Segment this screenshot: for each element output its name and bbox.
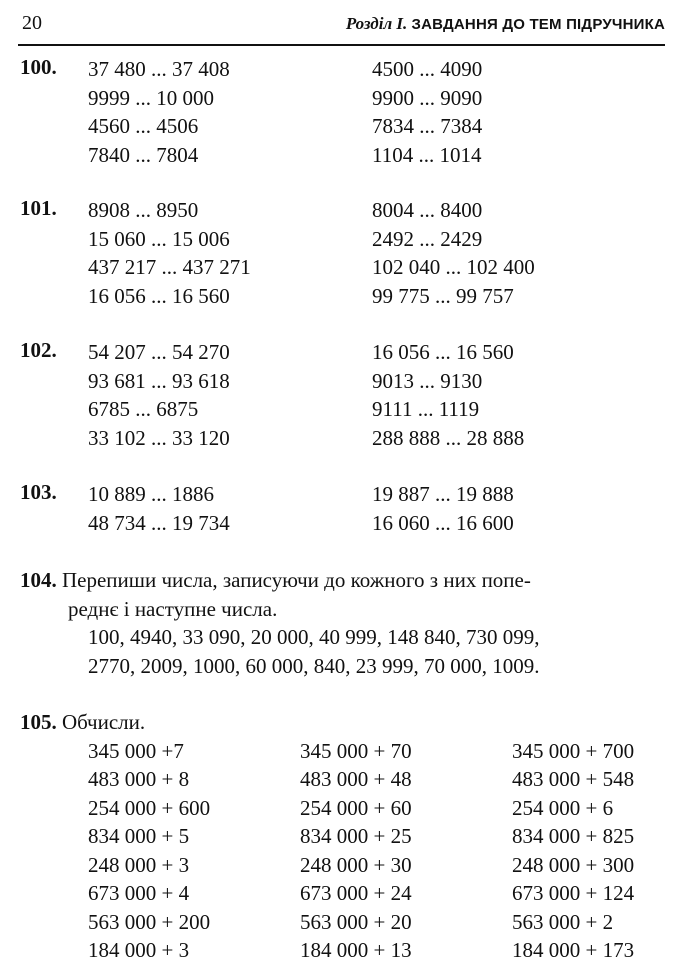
comparison-item: 16 060 ... 16 600 [372, 510, 514, 535]
comparison-item: 33 102 ... 33 120 [88, 425, 230, 450]
exercise-number: 100. [20, 55, 57, 79]
right-column [372, 196, 535, 310]
section-title: ЗАВДАННЯ ДО ТЕМ ПІДРУЧНИКА [411, 16, 665, 33]
comparison-item: 9013 ... 9130 [372, 368, 483, 393]
sum-item: 184 000 + 13 [300, 938, 412, 962]
comparison-item: 16 056 ... 16 560 [88, 283, 230, 308]
sum-item: 184 000 + 3 [88, 938, 190, 962]
sum-item: 483 000 + 48 [300, 767, 412, 791]
right-column [372, 338, 524, 452]
numbers-line: 100, 4940, 33 090, 20 000, 40 999, 148 840, 730 099, [88, 625, 540, 649]
instruction-line: Обчисли. [62, 710, 146, 734]
sum-item: 673 000 + 4 [88, 881, 190, 905]
comparison-item: 9999 ... 10 000 [88, 85, 214, 110]
comparison-item: 9111 ... 1119 [372, 397, 480, 421]
comparison-item: 4500 ... 4090 [372, 57, 483, 81]
comparison-item: 8908 ... 8950 [88, 198, 199, 222]
numbers-line: 2770, 2009, 1000, 60 000, 840, 23 999, 70 000, 1009. [88, 653, 540, 678]
section-label: Розділ І. [345, 14, 408, 33]
sum-item: 248 000 + 300 [512, 852, 635, 877]
sum-column-2 [300, 737, 412, 965]
sum-item: 563 000 + 2 [512, 909, 614, 934]
sum-item: 345 000 + 700 [512, 738, 635, 763]
exercise-instruction [20, 708, 145, 737]
sum-item: 254 000 + 600 [88, 795, 211, 820]
page-number: 20 [22, 12, 42, 34]
comparison-item: 4560 ... 4506 [88, 114, 199, 138]
sum-item: 345 000 + 70 [300, 738, 412, 763]
sum-item: 345 000 +7 [88, 738, 184, 763]
comparison-item: 48 734 ... 19 734 [88, 510, 230, 535]
comparison-item: 10 889 ... 1886 [88, 482, 214, 506]
number-list [88, 623, 540, 680]
sum-item: 254 000 + 60 [300, 795, 412, 820]
comparison-item: 54 207 ... 54 270 [88, 340, 230, 364]
sum-item: 834 000 + 825 [512, 824, 635, 848]
left-column [88, 338, 230, 452]
sum-item: 673 000 + 124 [512, 881, 635, 905]
right-column [372, 55, 482, 169]
exercise-instruction [20, 566, 531, 623]
sum-item: 673 000 + 24 [300, 881, 412, 905]
comparison-item: 8004 ... 8400 [372, 198, 483, 222]
header-rule [18, 44, 665, 46]
comparison-item: 9900 ... 9090 [372, 85, 483, 110]
sum-item: 483 000 + 8 [88, 767, 190, 791]
sum-item: 834 000 + 5 [88, 824, 190, 848]
sum-item: 483 000 + 548 [512, 767, 635, 791]
sum-column-3 [512, 737, 634, 965]
sum-item: 248 000 + 3 [88, 852, 190, 877]
instruction-line: реднє і наступне числа. [68, 596, 278, 621]
page-header [22, 12, 665, 38]
comparison-item: 7834 ... 7384 [372, 114, 483, 138]
exercise-number: 103. [20, 480, 57, 504]
sum-item: 184 000 + 173 [512, 938, 635, 962]
comparison-item: 288 888 ... 28 888 [372, 425, 525, 450]
sum-column-1 [88, 737, 210, 965]
sum-item: 254 000 + 6 [512, 795, 614, 820]
left-column [88, 480, 230, 537]
left-column [88, 196, 251, 310]
exercise-number: 101. [20, 196, 57, 220]
comparison-item: 102 040 ... 102 400 [372, 255, 535, 279]
comparison-item: 99 775 ... 99 757 [372, 283, 514, 308]
comparison-item: 2492 ... 2429 [372, 226, 483, 251]
exercise-number: 102. [20, 338, 57, 362]
left-column [88, 55, 230, 169]
comparison-item: 16 056 ... 16 560 [372, 340, 514, 364]
exercise-number: 105. [20, 710, 57, 734]
exercise-number: 104. [20, 568, 57, 592]
comparison-item: 19 887 ... 19 888 [372, 482, 514, 506]
comparison-item: 6785 ... 6875 [88, 397, 199, 421]
comparison-item: 1104 ... 1014 [372, 142, 482, 167]
sum-item: 563 000 + 200 [88, 909, 211, 934]
instruction-line: Перепиши числа, записуючи до кожного з них попе- [62, 568, 531, 592]
comparison-item: 15 060 ... 15 006 [88, 226, 230, 251]
right-column [372, 480, 514, 537]
section-heading [346, 14, 665, 34]
comparison-item: 7840 ... 7804 [88, 142, 199, 167]
sum-item: 563 000 + 20 [300, 909, 412, 934]
sum-item: 248 000 + 30 [300, 852, 412, 877]
comparison-item: 437 217 ... 437 271 [88, 255, 251, 279]
sum-item: 834 000 + 25 [300, 824, 412, 848]
comparison-item: 37 480 ... 37 408 [88, 57, 230, 81]
comparison-item: 93 681 ... 93 618 [88, 368, 230, 393]
